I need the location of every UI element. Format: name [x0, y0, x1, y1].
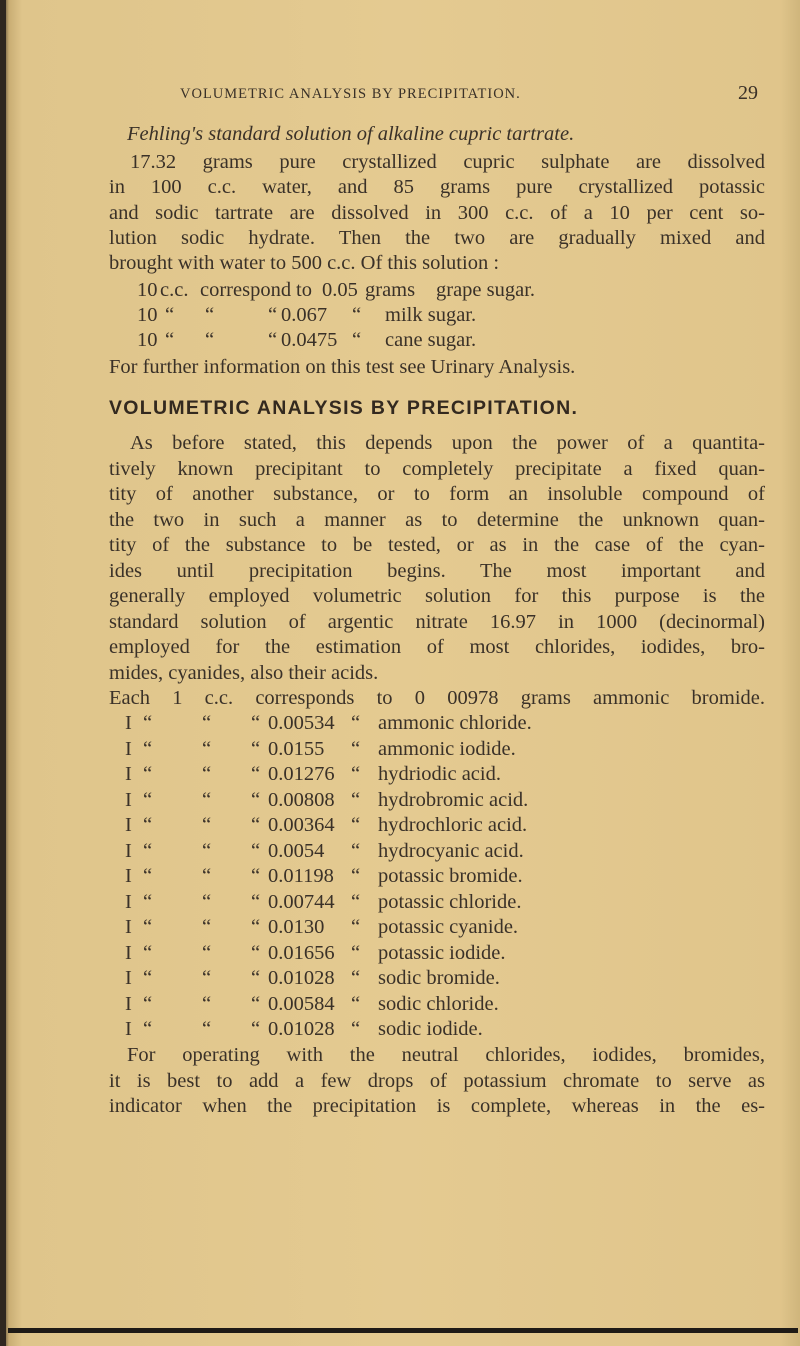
table-first-row: Each 1 c.c. corresponds to 0 00978 grams ammonic bromide. — [109, 687, 765, 709]
row-qty: I — [125, 788, 132, 811]
ditto-mark: “ — [143, 1018, 153, 1040]
row-value: 0.01028 — [268, 1018, 335, 1040]
ditto-mark: “ — [202, 763, 212, 785]
paragraph-line: As before stated, this depends upon the power of a quantita- — [130, 432, 765, 454]
row-value: 0.01028 — [268, 967, 335, 989]
paragraph-line: tively known precipitant to completely precipitate a fixed quan- — [109, 457, 765, 480]
ditto-mark: “ — [351, 712, 361, 734]
paragraph-line: tity of another substance, or to form an insoluble compound of — [109, 483, 765, 505]
ditto-mark: “ — [143, 992, 153, 1015]
row-substance: potassic bromide. — [378, 865, 523, 887]
row-qty: I — [125, 916, 132, 938]
equivalent-text: c.c. — [160, 279, 189, 301]
equivalent-substance: grape sugar. — [436, 279, 536, 301]
ditto-mark: “ — [202, 865, 212, 887]
equivalent-value: 0.067 — [281, 304, 328, 326]
row-substance: hydrobromic acid. — [378, 788, 529, 811]
ditto-mark: “ — [268, 304, 278, 326]
running-head: VOLUMETRIC ANALYSIS BY PRECIPITATION. — [180, 86, 521, 102]
row-qty: I — [125, 814, 132, 836]
ditto-mark: “ — [251, 941, 261, 964]
equivalent-substance: cane sugar. — [385, 329, 477, 351]
ditto-mark: “ — [143, 865, 153, 887]
row-value: 0.01198 — [268, 865, 334, 887]
ditto-mark: “ — [351, 967, 361, 989]
section-heading: VOLUMETRIC ANALYSIS BY PRECIPITATION. — [109, 397, 579, 419]
row-substance: hydrochloric acid. — [378, 814, 528, 836]
paragraph-line: in 100 c.c. water, and 85 grams pure crystallized potassic — [109, 176, 765, 198]
ditto-mark: “ — [205, 304, 215, 326]
page-binding-edge — [0, 0, 6, 1346]
row-value: 0.00534 — [268, 712, 335, 734]
equivalent-qty: 10 — [137, 329, 158, 351]
ditto-mark: “ — [143, 763, 153, 785]
ditto-mark: “ — [202, 712, 212, 734]
ditto-mark: “ — [143, 788, 153, 811]
row-qty: I — [125, 839, 132, 862]
equivalent-value: 0.0475 — [281, 329, 338, 351]
ditto-mark: “ — [351, 763, 361, 785]
ditto-mark: “ — [251, 890, 261, 913]
ditto-mark: “ — [143, 967, 153, 989]
ditto-mark: “ — [352, 304, 362, 326]
ditto-mark: “ — [202, 890, 212, 913]
row-value: 0.0130 — [268, 916, 325, 938]
paragraph-line: generally employed volumetric solution for this purpose is the — [109, 585, 765, 607]
bottom-rule — [8, 1328, 798, 1333]
ditto-mark: “ — [351, 788, 361, 811]
ditto-mark: “ — [251, 1018, 261, 1040]
row-value: 0.00744 — [268, 890, 335, 913]
ditto-mark: “ — [143, 916, 153, 938]
ditto-mark: “ — [351, 916, 361, 938]
row-substance: ammonic chloride. — [378, 712, 532, 734]
paragraph-line: employed for the estimation of most chlorides, iodides, bro- — [109, 636, 765, 658]
ditto-mark: “ — [251, 814, 261, 836]
ditto-mark: “ — [143, 737, 153, 760]
row-value: 0.01656 — [268, 941, 335, 964]
ditto-mark: “ — [202, 1018, 212, 1040]
row-value: 0.00584 — [268, 992, 335, 1015]
ditto-mark: “ — [143, 839, 153, 862]
row-qty: I — [125, 1018, 132, 1040]
paragraph-line: lution sodic hydrate. Then the two are gradually mixed and — [109, 227, 765, 249]
ditto-mark: “ — [268, 329, 278, 351]
equivalent-qty: 10 — [137, 279, 158, 301]
row-substance: potassic cyanide. — [378, 916, 519, 938]
ditto-mark: “ — [351, 1018, 361, 1040]
row-value: 0.0054 — [268, 839, 325, 862]
ditto-mark: “ — [251, 839, 261, 862]
ditto-mark: “ — [351, 865, 361, 887]
row-qty: I — [125, 712, 132, 734]
ditto-mark: “ — [205, 329, 215, 351]
row-qty: I — [125, 763, 132, 785]
ditto-mark: “ — [143, 814, 153, 836]
paragraph-line: For operating with the neutral chlorides, iodides, bromides, — [127, 1044, 765, 1066]
ditto-mark: “ — [351, 814, 361, 836]
row-qty: I — [125, 992, 132, 1015]
ditto-mark: “ — [251, 788, 261, 811]
ditto-mark: “ — [352, 329, 362, 351]
ditto-mark: “ — [202, 737, 212, 760]
ditto-mark: “ — [351, 839, 361, 862]
ditto-mark: “ — [165, 329, 175, 351]
row-value: 0.01276 — [268, 763, 335, 785]
ditto-mark: “ — [202, 967, 212, 989]
row-value: 0.00808 — [268, 788, 335, 811]
ditto-mark: “ — [251, 712, 261, 734]
equivalent-value: 0.05 — [322, 279, 358, 301]
ditto-mark: “ — [351, 941, 361, 964]
row-qty: I — [125, 941, 132, 964]
paragraph-line: indicator when the precipitation is complete, whereas in the es- — [109, 1095, 765, 1117]
row-qty: I — [125, 737, 132, 760]
ditto-mark: “ — [251, 763, 261, 785]
page-number: 29 — [738, 82, 758, 104]
row-substance: sodic iodide. — [378, 1018, 483, 1040]
ditto-mark: “ — [143, 712, 153, 734]
paragraph-line: tity of the substance to be tested, or as in the case of the cyan- — [109, 534, 765, 556]
equivalent-substance: milk sugar. — [385, 304, 477, 326]
row-qty: I — [125, 890, 132, 913]
row-substance: potassic chloride. — [378, 890, 522, 913]
ditto-mark: “ — [351, 737, 361, 760]
ditto-mark: “ — [251, 992, 261, 1015]
ditto-mark: “ — [351, 890, 361, 913]
ditto-mark: “ — [251, 967, 261, 989]
paragraph-line: brought with water to 500 c.c. Of this solution : — [109, 252, 500, 274]
paragraph-line: For further information on this test see Urinary Analysis. — [109, 356, 576, 378]
row-substance: sodic bromide. — [378, 967, 500, 989]
ditto-mark: “ — [202, 839, 212, 862]
ditto-mark: “ — [165, 304, 175, 326]
row-substance: hydriodic acid. — [378, 763, 501, 785]
ditto-mark: “ — [351, 992, 361, 1015]
ditto-mark: “ — [143, 890, 153, 913]
paragraph-line: mides, cyanides, also their acids. — [109, 661, 379, 684]
equivalent-qty: 10 — [137, 304, 158, 326]
row-substance: ammonic iodide. — [378, 737, 516, 760]
row-value: 0.00364 — [268, 814, 335, 836]
ditto-mark: “ — [251, 916, 261, 938]
ditto-mark: “ — [202, 941, 212, 964]
paragraph-line: and sodic tartrate are dissolved in 300 c.c. of a 10 per cent so- — [109, 202, 765, 224]
paragraph-line: standard solution of argentic nitrate 16.97 in 1000 (decinormal) — [109, 610, 765, 633]
row-qty: I — [125, 865, 132, 887]
ditto-mark: “ — [202, 814, 212, 836]
fehling-title: Fehling's standard solution of alkaline cupric tartrate. — [127, 123, 575, 145]
row-substance: potassic iodide. — [378, 941, 506, 964]
row-value: 0.0155 — [268, 737, 325, 760]
ditto-mark: “ — [143, 941, 153, 964]
ditto-mark: “ — [202, 788, 212, 811]
ditto-mark: “ — [251, 737, 261, 760]
paragraph-line: ides until precipitation begins. The most important and — [109, 559, 765, 582]
ditto-mark: “ — [202, 992, 212, 1015]
row-substance: hydrocyanic acid. — [378, 839, 524, 862]
paragraph-line: 17.32 grams pure crystallized cupric sulphate are dissolved — [130, 151, 765, 173]
paragraph-line: it is best to add a few drops of potassium chromate to serve as — [109, 1069, 765, 1092]
paragraph-line: the two in such a manner as to determine the unknown quan- — [109, 508, 765, 531]
ditto-mark: “ — [251, 865, 261, 887]
equivalent-text: to — [296, 279, 312, 301]
row-qty: I — [125, 967, 132, 989]
row-substance: sodic chloride. — [378, 992, 499, 1015]
equivalent-unit: grams — [365, 279, 416, 301]
ditto-mark: “ — [202, 916, 212, 938]
equivalent-text: correspond — [200, 279, 292, 301]
